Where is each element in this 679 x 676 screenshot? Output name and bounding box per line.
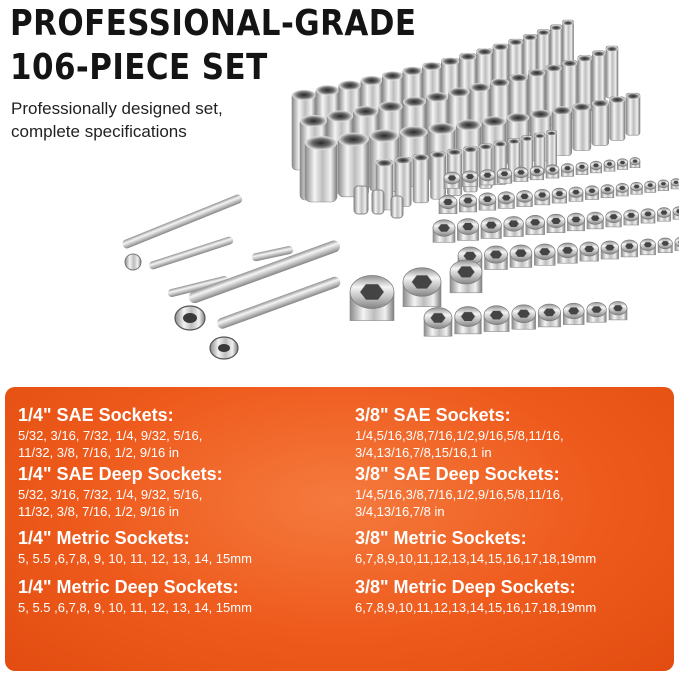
spec-group [18,464,318,520]
deep-socket [606,46,618,98]
short-socket [569,187,583,201]
short-socket [645,181,656,192]
short-socket [604,160,615,171]
extensions-and-ratchets [121,186,403,359]
spec-title: 3/8" Metric Deep Sockets: [355,577,576,597]
universal-joint [372,190,384,214]
short-socket [585,186,598,200]
short-socket [601,241,619,259]
short-socket [534,244,555,265]
short-socket [462,171,478,187]
universal-joint [354,186,368,214]
short-socket [673,207,679,220]
short-socket [640,239,655,255]
short-socket [601,185,614,198]
short-socket [514,167,528,181]
spec-group [355,405,655,461]
short-socket [484,306,509,332]
extension-bar-short [148,236,234,271]
spec-sizes: 6,7,8,9,10,11,12,13,14,15,16,17,18,19mm [355,551,597,566]
short-socket [535,189,550,205]
short-socket [403,268,441,307]
subtitle-line-2: complete specifications [11,122,187,141]
short-socket [485,246,508,269]
short-socket [497,168,512,183]
short-socket [455,307,482,334]
short-socket [658,180,669,191]
short-socket [479,193,496,210]
ratchet-lever [218,344,230,352]
three-eighths-inch-column [355,405,655,616]
deep-socket [305,136,337,202]
short-socket [606,211,622,227]
short-socket [587,302,606,322]
spec-group [18,528,318,567]
deep-socket [431,152,446,200]
spec-group [355,464,655,520]
short-socket [630,157,640,167]
short-socket [439,195,457,213]
deep-socket [592,51,605,105]
short-socket [546,165,559,178]
short-socket [517,191,533,207]
short-socket [459,194,476,212]
short-socket [433,220,455,243]
short-socket [563,303,584,324]
quarter-inch-column [18,405,318,616]
short-socket [552,188,567,203]
short-socket [641,209,655,223]
short-socket [444,172,460,188]
spec-title: 3/8" SAE Deep Sockets: [355,464,560,484]
deep-socket [626,93,640,135]
short-socket [590,161,602,173]
spec-title: 1/4" SAE Deep Sockets: [18,464,223,484]
short-socket [450,260,482,293]
spec-group [18,405,318,461]
short-socket [631,182,643,194]
extension-end [125,254,141,270]
spec-sizes: 5, 5.5 ,6,7,8, 9, 10, 11, 12, 13, 14, 15mm [18,551,252,566]
deep-socket [547,130,557,170]
short-socket [617,159,628,170]
short-socket [481,218,501,239]
short-socket [616,183,628,196]
spec-title: 1/4" Metric Deep Sockets: [18,577,239,597]
short-socket [580,242,599,261]
short-socket [587,212,603,229]
short-socket [510,245,532,267]
short-socket [538,304,560,327]
short-socket [350,276,394,321]
spec-sizes: 5/32, 3/16, 7/32, 1/4, 9/32, 5/16, 11/32, 3/8, 7/16, 1/2, 9/16 in [18,428,203,460]
spec-sizes: 1/4,5/16,3/8,7/16,1/2,9/16,5/8,11/16, 3/4,13/16,7/8 in [355,487,564,519]
spec-group [355,577,655,616]
spec-sizes: 5, 5.5 ,6,7,8, 9, 10, 11, 12, 13, 14, 15mm [18,600,252,615]
spec-group [355,528,655,567]
short-socket [558,243,578,263]
spec-title: 1/4" Metric Sockets: [18,528,190,548]
short-socket [624,210,639,225]
spec-title: 1/4" SAE Sockets: [18,405,174,425]
specifications-panel [5,387,674,671]
spec-title: 3/8" Metric Sockets: [355,528,527,548]
ratchet-lever [183,313,197,323]
short-socket [526,215,545,234]
short-socket [498,192,514,209]
spec-sizes: 6,7,8,9,10,11,12,13,14,15,16,17,18,19mm [355,600,597,615]
short-socket [480,170,495,185]
short-socket [658,238,672,253]
spec-group [18,577,318,616]
short-socket [657,208,670,222]
short-socket [530,166,544,180]
subtitle-line-1: Professionally designed set, [11,99,223,118]
short-socket [671,179,679,189]
short-socket [512,305,536,329]
short-socket [576,162,588,174]
short-socket [675,237,679,251]
deep-socket [573,103,591,151]
spec-sizes: 5/32, 3/16, 7/32, 1/4, 9/32, 5/16, 11/32, 3/8, 7/16, 1/2, 9/16 in [18,487,203,519]
deep-socket [592,100,609,146]
headline-line-1: PROFESSIONAL-GRADE [10,3,417,44]
universal-joint [391,196,403,218]
short-socket [504,216,524,236]
spec-sizes: 1/4,5/16,3/8,7/16,1/2,9/16,5/8,11/16, 3/4,13/16,7/8,15/16,1 in [355,428,564,460]
headline-line-2: 106-PIECE SET [10,47,268,88]
short-socket [424,308,452,337]
short-socket [609,301,627,319]
short-socket [621,240,637,257]
spec-title: 3/8" SAE Sockets: [355,405,511,425]
short-socket [567,213,584,231]
deep-socket [413,154,429,203]
short-socket [457,219,478,241]
short-socket [561,164,574,177]
short-socket [547,214,565,232]
deep-socket [610,96,625,140]
